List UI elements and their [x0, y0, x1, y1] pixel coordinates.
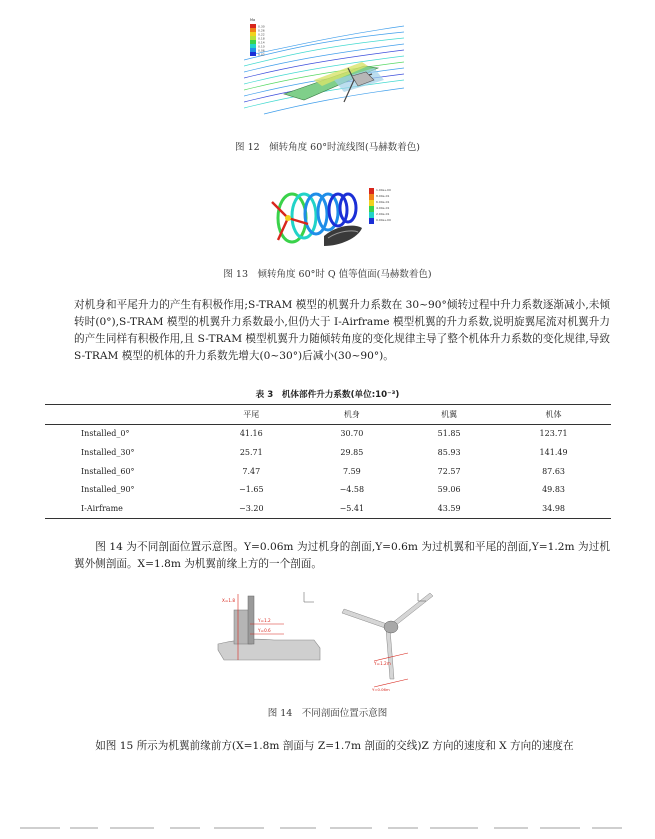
- section-rotor-view: [338, 583, 438, 695]
- table-cell: 7.59: [342, 466, 361, 476]
- table-header-cell: 机翼: [402, 405, 496, 425]
- table-cell: 43.59: [402, 499, 496, 518]
- section-label: Y=0.6: [258, 628, 271, 633]
- table-cell: 25.71: [239, 447, 263, 457]
- table-3-title: 表 3 机体部件升力系数(单位:10⁻³): [255, 390, 400, 400]
- section-label: Y=0.06m: [372, 687, 390, 692]
- table-cell: 141.49: [539, 447, 568, 457]
- table-cell: Installed_60°: [81, 466, 135, 476]
- table-header-cell: 机体: [496, 405, 611, 425]
- section-label: X=1.8: [222, 598, 236, 603]
- table-row: [45, 480, 611, 499]
- table-cell: 41.16: [239, 429, 263, 439]
- mach-legend-value: 0.30: [258, 24, 265, 29]
- section-label: Y=1.2m: [374, 661, 391, 666]
- table-cell: I-Airframe: [45, 499, 201, 518]
- table-cell: 29.85: [340, 447, 364, 457]
- table-cell: 49.83: [542, 485, 565, 495]
- figure-12-caption: 图 12 倾转角度 60°时流线图(马赫数着色): [235, 142, 420, 153]
- table-header-cell: 平尾: [201, 405, 302, 425]
- q-legend-value: 8.00e-01: [376, 194, 390, 198]
- q-legend-value: 0.00e+00: [376, 218, 391, 222]
- table-cell: −4.58: [339, 485, 365, 495]
- figure-13-caption: 图 13 倾转角度 60°时 Q 值等值面(马赫数着色): [223, 269, 432, 280]
- streamline-plot: [244, 10, 404, 128]
- table-cell: 51.85: [437, 429, 461, 439]
- table-cell: Installed_30°: [81, 447, 135, 457]
- mach-legend-title: Ma: [250, 18, 256, 22]
- figure-14-left-image: [214, 588, 334, 668]
- mach-legend-value: 0.26: [258, 28, 265, 33]
- q-legend-value: 4.00e-01: [376, 206, 390, 210]
- table-row: [45, 499, 611, 518]
- table-header-cell: [45, 405, 201, 425]
- mach-legend-value: 0.10: [258, 44, 265, 49]
- body-paragraph-1: 对机身和平尾升力的产生有积极作用;S-TRAM 模型的机翼升力系数在 30~90°倾转过程中升力系数逐渐减小,未倾转时(0°),S-TRAM 模型的机翼升力系数最小,但仍大于 I-Airframe 模型机翼的升力系数,说明旋翼尾流对机翼升力的产生同样有积极作用,且 S-TRAM 模型机翼升力随倾转角度的变化规律主导了整个机体升力系数的变化规律,导致 S-TRAM 模型的机体的升力系数先增大(0~30°)后减小(30~90°)。: [74, 299, 610, 362]
- mach-legend-value: 0.02: [258, 52, 265, 57]
- table-row: [45, 462, 611, 481]
- figure-13-image: [258, 180, 398, 260]
- table-cell: 7.47: [242, 466, 261, 476]
- mach-legend-value: 0.18: [258, 36, 265, 41]
- table-cell: Installed_0°: [81, 429, 130, 439]
- table-cell: 34.98: [496, 499, 611, 518]
- table-cell: −3.20: [201, 499, 302, 518]
- body-paragraph-2: 图 14 为不同剖面位置示意图。Y=0.06m 为过机身的剖面,Y=0.6m 为过机翼和平尾的剖面,Y=1.2m 为过机翼外侧剖面。X=1.8m 为机翼前缘上方的一个剖面。: [74, 541, 610, 570]
- table-row: [45, 424, 611, 443]
- table-cell: 85.93: [437, 447, 461, 457]
- q-isosurface-plot: [258, 180, 398, 260]
- table-header-cell: 机身: [302, 405, 403, 425]
- q-legend-value: 1.00e+00: [376, 188, 391, 192]
- figure-12-image: [244, 10, 404, 128]
- mach-legend-value: 0.06: [258, 48, 265, 53]
- table-row: [45, 443, 611, 462]
- section-side-view: [214, 588, 334, 668]
- table-3: [45, 404, 611, 519]
- figure-14-right-image: [338, 583, 438, 695]
- table-cell: 30.70: [340, 429, 364, 439]
- q-legend-value: 2.00e-01: [376, 212, 390, 216]
- q-legend: [369, 188, 391, 224]
- table-cell: −5.41: [302, 499, 403, 518]
- mach-legend-value: 0.22: [258, 32, 265, 37]
- table-header-row: [45, 405, 611, 425]
- body-paragraph-3: 如图 15 所示为机翼前缘前方(X=1.8m 剖面与 Z=1.7m 剖面的交线)Z 方向的速度和 X 方向的速度在: [95, 740, 574, 752]
- mach-legend-value: 0.14: [258, 40, 265, 45]
- table-cell: −1.65: [239, 485, 264, 495]
- section-label: Y=1.2: [258, 618, 271, 623]
- table-cell: 123.71: [539, 429, 568, 439]
- table-cell: Installed_90°: [81, 485, 135, 495]
- scan-noise-strip: [0, 820, 655, 834]
- figure-14-caption: 图 14 不同剖面位置示意图: [267, 708, 388, 719]
- table-cell: 87.63: [542, 466, 565, 476]
- table-cell: 72.57: [437, 466, 461, 476]
- q-legend-value: 6.00e-01: [376, 200, 390, 204]
- table-cell: 59.06: [437, 485, 461, 495]
